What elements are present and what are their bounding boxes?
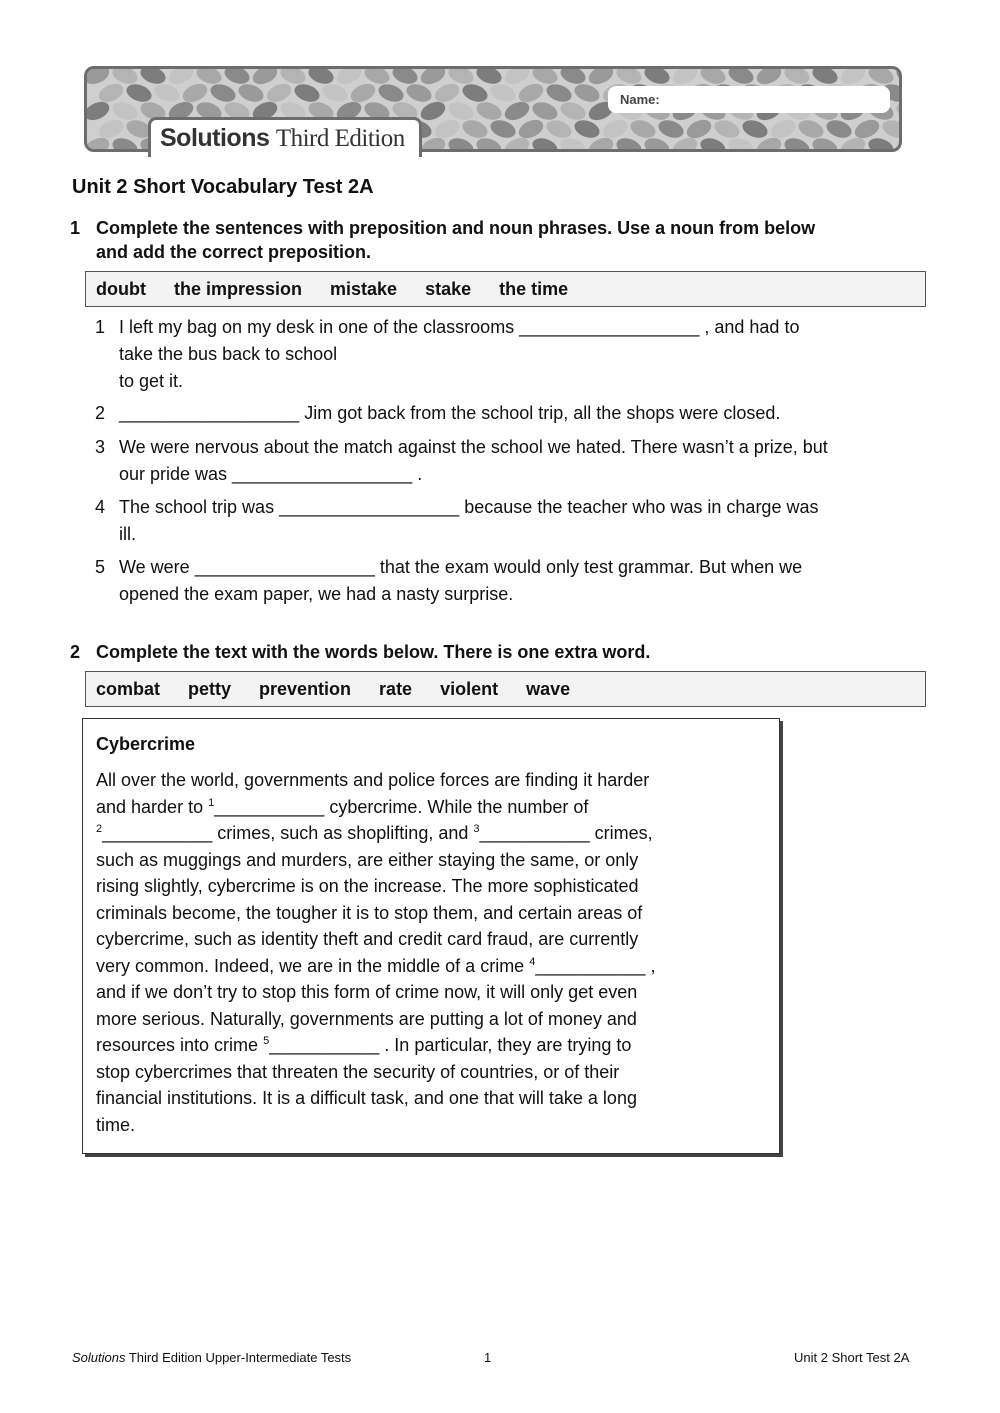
pattern-blob	[96, 116, 126, 141]
text-line	[96, 1009, 637, 1030]
pattern-blob	[264, 80, 294, 105]
pattern-blob	[208, 81, 238, 105]
pattern-blob	[544, 81, 574, 105]
pattern-blob	[96, 80, 126, 105]
name-label: Name:	[620, 92, 660, 107]
item-line: our pride was __________________ .	[119, 464, 423, 484]
word-item: the time	[499, 278, 569, 299]
pattern-blob	[390, 69, 420, 87]
pattern-blob	[320, 81, 350, 105]
text-line	[96, 956, 655, 977]
word-item: mistake	[330, 278, 398, 299]
pattern-blob	[838, 69, 868, 88]
word-box-2	[85, 671, 926, 707]
item-number: 5	[95, 557, 106, 577]
pattern-blob	[572, 117, 602, 141]
pattern-blob	[880, 117, 899, 141]
pattern-blob	[460, 81, 490, 105]
pattern-blob	[87, 69, 112, 88]
text-segment: and if we don’t try to stop this form of crime now, it will only get even	[96, 982, 638, 1002]
text-segment: time.	[96, 1114, 136, 1135]
text-segment: criminals become, the tougher it is to stop them, and certain areas of	[96, 902, 643, 923]
pattern-blob	[586, 69, 616, 88]
pattern-blob	[306, 69, 336, 87]
pattern-blob	[782, 135, 812, 149]
pattern-blob	[222, 69, 252, 87]
word-box-1	[85, 271, 926, 307]
gap-number: 4	[529, 955, 536, 968]
item-line: The school trip was __________________ because the teacher who was in charge was	[119, 497, 819, 517]
question-2-number: 2	[70, 642, 81, 662]
text-line	[96, 823, 653, 844]
question-1-number: 1	[70, 218, 81, 238]
text-line	[96, 850, 638, 871]
text-segment: ___________ crimes, such as shoplifting, and	[102, 823, 474, 843]
pattern-blob	[292, 81, 322, 105]
text-segment: resources into crime	[96, 1035, 264, 1055]
item-line: to get it.	[119, 371, 184, 391]
pattern-blob	[180, 80, 210, 105]
item-number: 1	[95, 317, 106, 337]
footer-right: Unit 2 Short Test 2A	[794, 1350, 910, 1365]
question-2-instruction: Complete the text with the words below. There is one extra word.	[96, 642, 651, 662]
pattern-blob	[852, 116, 882, 141]
list-item	[95, 434, 925, 488]
pattern-blob	[740, 117, 770, 141]
word-item: wave	[526, 678, 571, 699]
pattern-blob	[866, 135, 896, 149]
pattern-blob	[628, 117, 658, 141]
pattern-blob	[152, 81, 182, 105]
pattern-blob	[474, 69, 504, 87]
text-line	[96, 903, 642, 924]
word-item: rate	[379, 678, 413, 699]
pattern-blob	[166, 69, 196, 88]
text-segment: ___________ . In particular, they are trying to	[269, 1035, 632, 1055]
item-line: take the bus back to school	[119, 344, 338, 364]
pattern-blob	[446, 135, 476, 149]
text-line	[96, 1062, 619, 1083]
pattern-blob	[110, 99, 140, 123]
word-item: violent	[440, 678, 499, 699]
pattern-blob	[432, 116, 462, 141]
text-line	[96, 929, 638, 950]
item-line: ill.	[119, 524, 136, 544]
item-number: 4	[95, 497, 106, 517]
pattern-blob	[530, 135, 560, 149]
text-line	[96, 797, 588, 818]
pattern-blob	[684, 116, 714, 141]
logo-bold: Solutions	[160, 124, 270, 152]
gap-number: 1	[208, 796, 215, 809]
text-segment: All over the world, governments and police forces are finding it harder	[96, 770, 650, 790]
gap-number: 2	[96, 823, 103, 835]
word-item: combat	[96, 678, 161, 699]
gap-number: 3	[473, 823, 480, 835]
text-line	[96, 1115, 135, 1136]
pattern-blob	[558, 99, 588, 123]
pattern-blob	[236, 81, 266, 105]
pattern-blob	[754, 69, 784, 88]
pattern-blob	[614, 135, 644, 149]
text-segment: financial institutions. It is a difficult task, and one that will take a long	[96, 1088, 637, 1108]
pattern-blob	[600, 116, 630, 141]
text-segment: ___________ crimes,	[479, 823, 653, 843]
pattern-blob	[516, 116, 546, 141]
item-line: opened the exam paper, we had a nasty surprise.	[119, 584, 514, 604]
item-line: __________________ Jim got back from the school trip, all the shops were closed.	[119, 403, 781, 423]
pattern-blob	[250, 69, 280, 88]
item-number: 3	[95, 437, 106, 457]
text-title: Cybercrime	[96, 734, 196, 754]
pattern-blob	[656, 117, 686, 141]
pattern-blob	[530, 99, 560, 123]
footer-book: Solutions	[72, 1350, 126, 1365]
pattern-blob	[768, 116, 798, 141]
pattern-blob	[894, 99, 899, 123]
word-item: doubt	[96, 278, 146, 299]
word-item: petty	[188, 678, 232, 699]
pattern-blob	[488, 117, 518, 141]
pattern-blob	[698, 135, 728, 149]
pattern-blob	[558, 69, 588, 87]
footer-left	[72, 1350, 351, 1365]
list-item	[95, 314, 925, 395]
instruction-line: Complete the sentences with preposition and noun phrases. Use a noun from below	[96, 218, 816, 238]
text-segment: such as muggings and murders, are either staying the same, or only	[96, 849, 639, 870]
logo-edition: Third Edition	[275, 125, 405, 152]
pattern-blob	[642, 69, 672, 87]
text-line	[96, 876, 639, 897]
text-segment: very common. Indeed, we are in the middle of a crime	[96, 955, 530, 976]
text-line	[96, 770, 649, 791]
gap-number: 5	[263, 1035, 270, 1047]
pattern-blob	[460, 117, 490, 141]
pattern-blob	[138, 69, 168, 87]
item-line: I left my bag on my desk in one of the classrooms __________________ , and had to	[119, 317, 800, 337]
pattern-blob	[502, 98, 532, 123]
text-segment: ___________ cybercrime. While the number of	[214, 796, 589, 817]
text-segment: and harder to	[96, 796, 209, 817]
text-line	[96, 1035, 631, 1056]
word-item: prevention	[259, 678, 352, 699]
page-title: Unit 2 Short Vocabulary Test 2A	[72, 176, 374, 198]
pattern-blob	[502, 69, 532, 88]
word-item: stake	[425, 278, 472, 299]
pattern-blob	[796, 117, 826, 141]
text-segment: more serious. Naturally, governments are putting a lot of money and	[96, 1008, 637, 1029]
instruction-line: and add the correct preposition.	[96, 242, 372, 262]
pattern-blob	[404, 81, 434, 105]
pattern-blob	[670, 69, 700, 88]
pattern-blob	[124, 81, 154, 105]
text-segment: ___________ ,	[535, 955, 656, 976]
pattern-blob	[810, 69, 840, 87]
pattern-blob	[894, 69, 899, 87]
pattern-blob	[488, 81, 518, 105]
logo	[160, 124, 405, 153]
word-item: the impression	[173, 278, 303, 299]
item-line: We were nervous about the match against the school we hated. There wasn’t a prize, but	[119, 437, 828, 457]
pattern-blob	[544, 117, 574, 141]
text-segment: rising slightly, cybercrime is on the increase. The more sophisticated	[96, 876, 639, 896]
pattern-blob	[418, 69, 448, 88]
item-line: We were __________________ that the exam would only test grammar. But when we	[119, 557, 803, 577]
list-item	[95, 400, 925, 427]
pattern-blob	[334, 69, 364, 88]
pattern-blob	[824, 117, 854, 141]
pattern-blob	[376, 81, 406, 105]
pattern-blob	[348, 80, 378, 105]
page-number: 1	[484, 1350, 492, 1365]
pattern-blob	[474, 99, 504, 123]
pattern-blob	[418, 98, 448, 123]
list-item	[95, 554, 925, 608]
pattern-blob	[516, 80, 546, 105]
pattern-blob	[446, 99, 476, 123]
text-line	[96, 982, 637, 1003]
pattern-blob	[110, 135, 140, 149]
text-segment: stop cybercrimes that threaten the security of countries, or of their	[96, 1061, 620, 1082]
pattern-blob	[432, 80, 462, 105]
pattern-blob	[726, 69, 756, 87]
text-line	[96, 1088, 637, 1109]
question-1-instruction	[96, 216, 815, 264]
pattern-blob	[712, 117, 742, 141]
footer-book-rest: Third Edition Upper-Intermediate Tests	[125, 1350, 352, 1365]
list-item	[95, 494, 925, 548]
pattern-blob	[87, 98, 112, 123]
pattern-blob	[572, 81, 602, 105]
item-number: 2	[95, 403, 106, 423]
text-segment: cybercrime, such as identity theft and credit card fraud, are currently	[96, 929, 639, 949]
